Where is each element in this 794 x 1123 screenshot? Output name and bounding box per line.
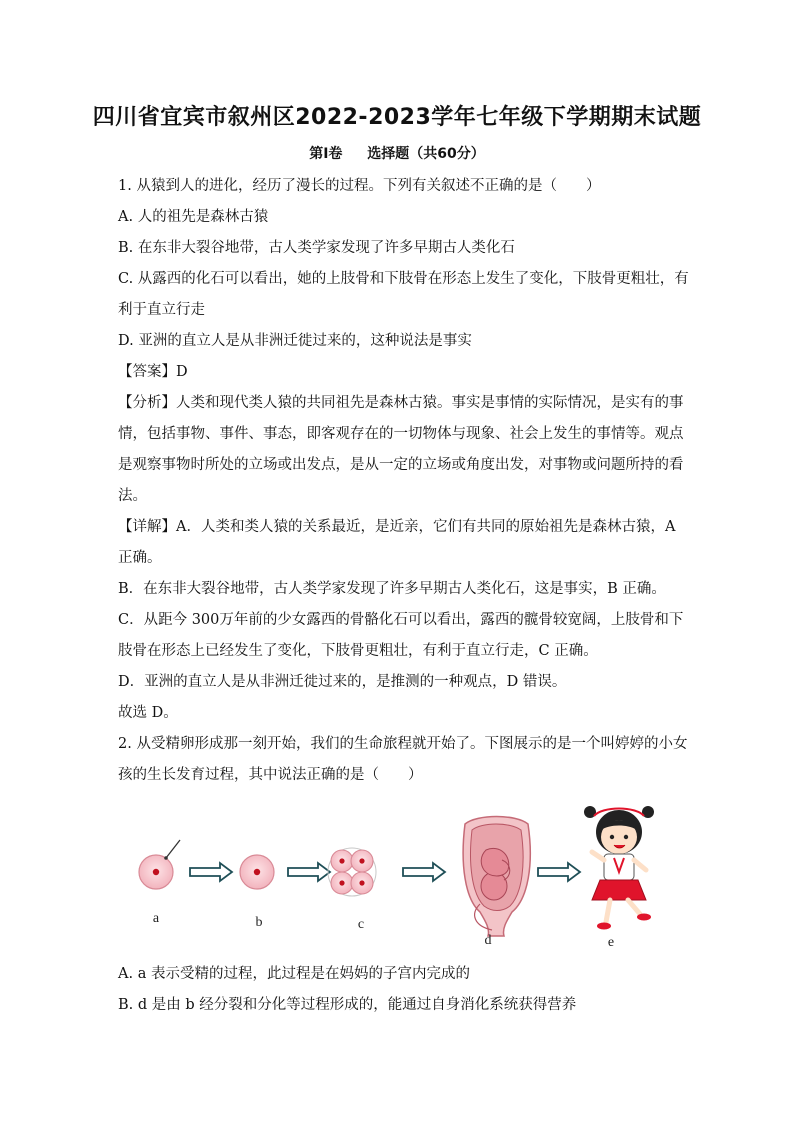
document-title: 四川省宜宾市叙州区2022-2023学年七年级下学期期末试题 xyxy=(92,105,702,130)
q1-option-c-line2: 利于直立行走 xyxy=(118,302,205,318)
section-heading: 第Ⅰ卷 选择题（共60分） xyxy=(309,146,485,162)
q1-detail-c-line1: C．从距今 300万年前的少女露西的骨骼化石可以看出，露西的髋骨较宽阔，上肢骨和下 xyxy=(118,612,684,628)
q1-analysis-line1: 【分析】人类和现代类人猿的共同祖先是森林古猿。事实是事情的实际情况，是实有的事 xyxy=(118,395,684,411)
q1-detail-b: B．在东非大裂谷地带，古人类学家发现了许多早期古人类化石，这是事实，B 正确。 xyxy=(118,581,666,597)
figure-label-d: d xyxy=(484,933,492,948)
q1-conclusion: 故选 D。 xyxy=(118,705,178,721)
q1-answer: 【答案】D xyxy=(118,364,188,380)
q2-stem-line1: 2. 从受精卵形成那一刻开始，我们的生命旅程就开始了。下图展示的是一个叫婷婷的小女 xyxy=(118,736,688,752)
figure-label-a: a xyxy=(152,911,160,926)
q1-analysis-line2: 情，包括事物、事件、事态，即客观存在的一切物体与现象、社会上发生的事情等。观点 xyxy=(118,426,684,442)
arrow-a-b xyxy=(190,863,232,881)
zygote-b xyxy=(240,855,274,889)
q2-option-b: B. d 是由 b 经分裂和分化等过程形成的，能通过自身消化系统获得营养 xyxy=(118,997,577,1013)
four-cell-embryo-c xyxy=(328,848,376,896)
fetus-in-uterus-d xyxy=(463,817,530,937)
q1-detail-line2: 正确。 xyxy=(118,550,162,566)
fertilized-egg-a xyxy=(139,840,180,889)
arrow-d-e xyxy=(538,863,580,881)
q1-option-b: B. 在东非大裂谷地带，古人类学家发现了许多早期古人类化石 xyxy=(118,240,515,256)
q2-stem-line2: 孩的生长发育过程，其中说法正确的是（ ） xyxy=(118,767,423,783)
q1-detail-c-line2: 肢骨在形态上已经发生了变化，下肢骨更粗壮，有利于直立行走，C 正确。 xyxy=(118,643,598,659)
q1-option-d: D. 亚洲的直立人是从非洲迁徙过来的，这种说法是事实 xyxy=(118,333,472,349)
q2-option-a: A. a 表示受精的过程，此过程是在妈妈的子宫内完成的 xyxy=(118,966,470,982)
q1-option-c-line1: C. 从露西的化石可以看出，她的上肢骨和下肢骨在形态上发生了变化，下肢骨更粗壮，有 xyxy=(118,271,689,287)
development-figure xyxy=(120,804,680,954)
girl-e xyxy=(584,806,654,930)
q1-detail-line1: 【详解】A．人类和类人猿的关系最近，是近亲，它们有共同的原始祖先是森林古猿，A xyxy=(118,519,676,535)
figure-label-e: e xyxy=(607,935,615,950)
figure-label-b: b xyxy=(255,915,263,930)
q1-detail-d: D．亚洲的直立人是从非洲迁徙过来的，是推测的一种观点，D 错误。 xyxy=(118,674,567,690)
q1-option-a: A. 人的祖先是森林古猿 xyxy=(118,209,269,225)
q1-stem: 1. 从猿到人的进化，经历了漫长的过程。下列有关叙述不正确的是（ ） xyxy=(118,178,601,194)
arrow-c-d xyxy=(403,863,445,881)
q1-analysis-line4: 法。 xyxy=(118,488,147,504)
figure-label-c: c xyxy=(357,917,365,932)
q1-analysis-line3: 是观察事物时所处的立场或出发点，是从一定的立场或角度出发，对事物或问题所持的看 xyxy=(118,457,684,473)
arrow-b-c xyxy=(288,863,330,881)
